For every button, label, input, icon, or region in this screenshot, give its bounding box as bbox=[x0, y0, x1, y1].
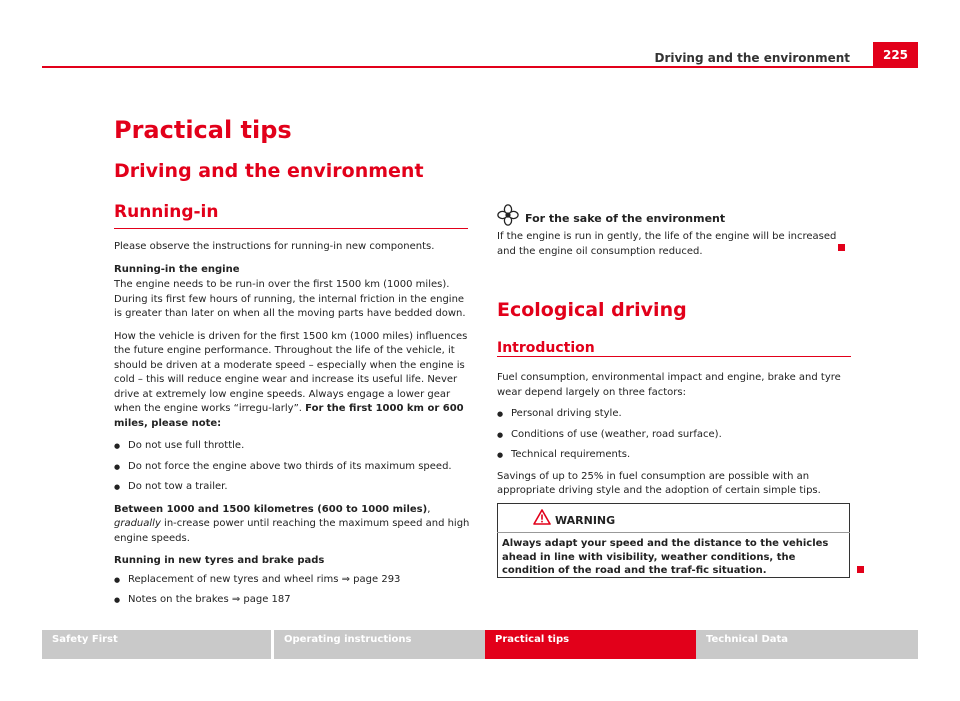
engine-paragraph-2-text: How the vehicle is driven for the first 1500 km (1000 miles) influences the future engine performance. Throughout the life of the vehicle, it should be driven at a moderate speed – especially when the engine is cold – this will reduce engine wear and increase its useful life. Never drive at extremely low engine speeds. Always engage a lower gear when the engine works “irregu-larly”. bbox=[114, 330, 468, 414]
warning-text: Always adapt your speed and the distance to the vehicles ahead in line with visibility, weather conditions, the condition of the road and the traf-fic situation. bbox=[502, 538, 829, 576]
list-item[interactable]: ● Replacement of new tyres and wheel rims ⇒ page 293 bbox=[114, 573, 470, 588]
list-item[interactable]: ● Notes on the brakes ⇒ page 187 bbox=[114, 593, 470, 608]
list-item: ● Do not force the engine above two thirds of its maximum speed. bbox=[114, 460, 470, 475]
between-italic: gradually bbox=[114, 518, 161, 529]
warning-triangle-icon bbox=[533, 509, 551, 529]
list-item: ● Conditions of use (weather, road surface). bbox=[497, 428, 853, 443]
page-number: 225 bbox=[873, 42, 918, 66]
engine-paragraph-2-bold: For the first 1000 km or 600 miles, please note: bbox=[114, 403, 464, 429]
engine-paragraph-2 bbox=[114, 330, 470, 432]
introduction-rule bbox=[497, 356, 851, 357]
running-in-intro: Please observe the instructions for running-in new components. bbox=[114, 241, 435, 252]
chapter-title: Practical tips bbox=[114, 116, 292, 144]
between-bold: Between 1000 and 1500 kilometres (600 to 1000 miles) bbox=[114, 503, 428, 515]
between-rest: in-crease power until reaching the maximum speed and high engine speeds. bbox=[114, 518, 470, 544]
engine-paragraph-1: The engine needs to be run-in over the first 1500 km (1000 miles). During its first few hours of running, the internal friction in the engine is greater than later on when all the moving parts have bedded down. bbox=[114, 279, 466, 319]
header-rule bbox=[42, 66, 918, 68]
between-paragraph bbox=[114, 503, 470, 547]
ecological-driving-title: Ecological driving bbox=[497, 299, 687, 321]
list-item: ● Do not tow a trailer. bbox=[114, 480, 470, 495]
tab-technical-data[interactable]: Technical Data bbox=[696, 630, 918, 659]
flower-icon bbox=[497, 204, 519, 230]
engine-heading: Running-in the engine bbox=[114, 263, 240, 275]
subsection-title: Running-in bbox=[114, 202, 219, 222]
ecological-savings: Savings of up to 25% in fuel consumption are possible with an appropriate driving style and the adoption of certain simple tips. bbox=[497, 470, 821, 496]
ecological-intro: Fuel consumption, environmental impact and engine, brake and tyre wear depend largely on three factors: bbox=[497, 372, 841, 398]
running-header-title: Driving and the environment bbox=[654, 51, 850, 65]
subsection-rule bbox=[114, 228, 468, 229]
tab-operating-instructions[interactable]: Operating instructions bbox=[274, 630, 503, 659]
environment-note-title: For the sake of the environment bbox=[525, 212, 726, 225]
section-end-marker bbox=[838, 244, 845, 251]
section-title: Driving and the environment bbox=[114, 160, 424, 182]
between-sep: , bbox=[427, 503, 431, 515]
section-end-marker bbox=[857, 566, 864, 573]
ecological-body bbox=[497, 371, 853, 507]
running-in-body bbox=[114, 240, 470, 614]
tyres-heading: Running in new tyres and brake pads bbox=[114, 555, 325, 566]
warning-rule bbox=[497, 532, 850, 533]
environment-note-text: If the engine is run in gently, the life of the engine will be increased and the engine oil consumption reduced. bbox=[497, 231, 837, 257]
list-item: ● Personal driving style. bbox=[497, 407, 853, 422]
list-item: ● Do not use full throttle. bbox=[114, 439, 470, 454]
tab-practical-tips[interactable]: Practical tips bbox=[485, 630, 714, 659]
list-item: ● Technical requirements. bbox=[497, 448, 853, 463]
tab-safety-first[interactable]: Safety First bbox=[42, 630, 271, 659]
warning-title: WARNING bbox=[555, 514, 616, 527]
introduction-title: Introduction bbox=[497, 340, 595, 356]
